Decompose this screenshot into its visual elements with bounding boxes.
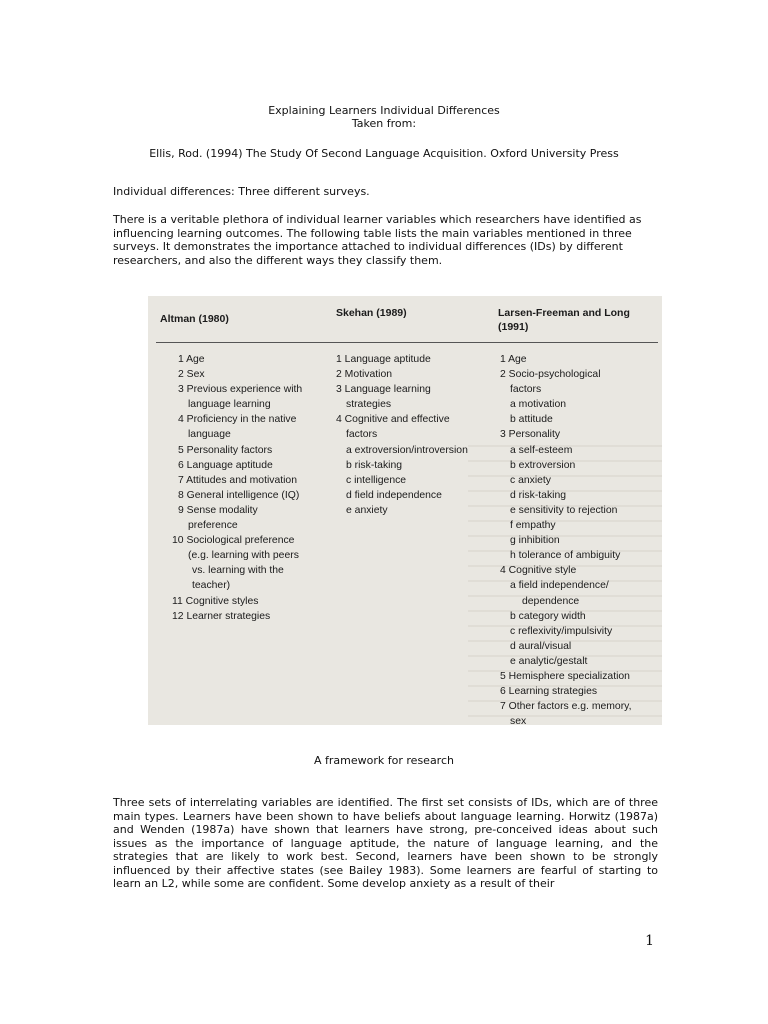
list-item: strategies xyxy=(346,399,392,411)
list-item: a motivation xyxy=(510,399,567,411)
list-item: 1 Age xyxy=(178,354,205,365)
list-item: c reflexivity/impulsivity xyxy=(510,625,613,637)
list-item: 4 Cognitive style xyxy=(500,565,577,577)
list-item: (e.g. learning with peers xyxy=(188,550,299,562)
column-larsen-freeman-long xyxy=(500,352,660,725)
list-item: 3 Personality xyxy=(500,429,561,441)
list-item: d aural/visual xyxy=(510,640,572,652)
list-item: 4 Cognitive and effective xyxy=(336,414,450,426)
list-item: a field independence/ xyxy=(510,580,609,592)
list-item: factors xyxy=(510,384,542,396)
document-title xyxy=(0,104,768,130)
list-item: 7 Attitudes and motivation xyxy=(178,474,297,486)
list-item: 11 Cognitive styles xyxy=(172,595,259,607)
list-item: factors xyxy=(346,429,378,441)
intro-paragraph: There is a veritable plethora of individual learner variables which researchers have identified as influencing learning outcomes. The following table lists the main variables mentioned in three surveys. It demonstrates the importance attached to individual differences (IDs) by different researchers, and also the different ways they classify them. xyxy=(113,213,642,267)
list-item: language xyxy=(188,429,231,441)
title-line-2: Taken from: xyxy=(351,117,417,130)
list-item: b attitude xyxy=(510,414,553,426)
list-item: 3 Previous experience with xyxy=(178,384,303,396)
column-header-skehan: Skehan (1989) xyxy=(336,307,407,319)
list-item: e sensitivity to rejection xyxy=(510,504,618,516)
list-item: 2 Socio-psychological xyxy=(500,369,601,381)
list-item: e analytic/gestalt xyxy=(510,655,588,667)
list-item: 3 Language learning xyxy=(336,384,431,396)
list-item: b extroversion xyxy=(510,459,576,471)
source-citation: Ellis, Rod. (1994) The Study Of Second Language Acquisition. Oxford University Press xyxy=(149,147,619,160)
list-item: 1 Language aptitude xyxy=(336,354,431,365)
list-item: 6 Language aptitude xyxy=(178,459,273,471)
list-item: 10 Sociological preference xyxy=(172,535,295,547)
list-item: 4 Proficiency in the native xyxy=(178,414,297,426)
list-item: 5 Personality factors xyxy=(178,444,273,456)
list-item: 9 Sense modality xyxy=(178,504,258,516)
list-item: e anxiety xyxy=(346,504,388,516)
intro-heading: Individual differences: Three different surveys. xyxy=(113,185,370,198)
scanned-table-figure xyxy=(148,296,662,725)
column-skehan xyxy=(336,352,496,518)
list-item: teacher) xyxy=(192,580,231,592)
list-item: d field independence xyxy=(346,489,442,501)
list-item: 2 Motivation xyxy=(336,369,393,381)
title-line-1: Explaining Learners Individual Differences xyxy=(268,104,500,117)
list-item: d risk-taking xyxy=(510,489,567,501)
list-item: sex xyxy=(510,716,527,725)
list-item: a extroversion/introversion xyxy=(346,444,468,456)
list-item: vs. learning with the xyxy=(192,565,284,577)
table-header-rule xyxy=(156,342,658,343)
list-item: 5 Hemisphere specialization xyxy=(500,670,630,682)
page-number: 1 xyxy=(645,933,654,949)
list-item: c intelligence xyxy=(346,474,407,486)
list-item: 8 General intelligence (IQ) xyxy=(178,489,300,501)
list-item: language learning xyxy=(188,399,271,411)
list-item: c anxiety xyxy=(510,474,552,486)
list-item: f empathy xyxy=(510,520,556,532)
list-item: a self-esteem xyxy=(510,444,573,456)
list-item: 1 Age xyxy=(500,354,527,365)
list-item: 7 Other factors e.g. memory, xyxy=(500,701,632,713)
list-item: dependence xyxy=(522,595,580,607)
body-paragraph: Three sets of interrelating variables are identified. The first set consists of IDs, which are of three main types. Learners have been shown to have beliefs about language learning. Horwitz (1987a) and Wenden (1987a) have shown that learners have strong, pre-conceived ideas about such issues as the importance of language aptitude, the nature of language learning, and the strategies that are likely to work best. Second, learners have been shown to be strongly influenced by their affective states (see Bailey 1983). Some learners are fearful of starting to learn an L2, while some are confident. Some develop anxiety as a result of their xyxy=(113,796,658,890)
column-altman xyxy=(172,352,353,624)
section-caption: A framework for research xyxy=(314,754,454,767)
list-item: 2 Sex xyxy=(178,369,205,381)
list-item: preference xyxy=(188,520,238,532)
list-item: b category width xyxy=(510,610,586,622)
list-item: g inhibition xyxy=(510,535,560,547)
column-header-larsen-freeman-long: Larsen-Freeman and Long (1991) xyxy=(498,307,630,333)
list-item: b risk-taking xyxy=(346,459,403,471)
list-item: 6 Learning strategies xyxy=(500,686,598,698)
column-header-altman: Altman (1980) xyxy=(160,313,229,325)
list-item: h tolerance of ambiguity xyxy=(510,550,621,562)
list-item: 12 Learner strategies xyxy=(172,610,271,622)
